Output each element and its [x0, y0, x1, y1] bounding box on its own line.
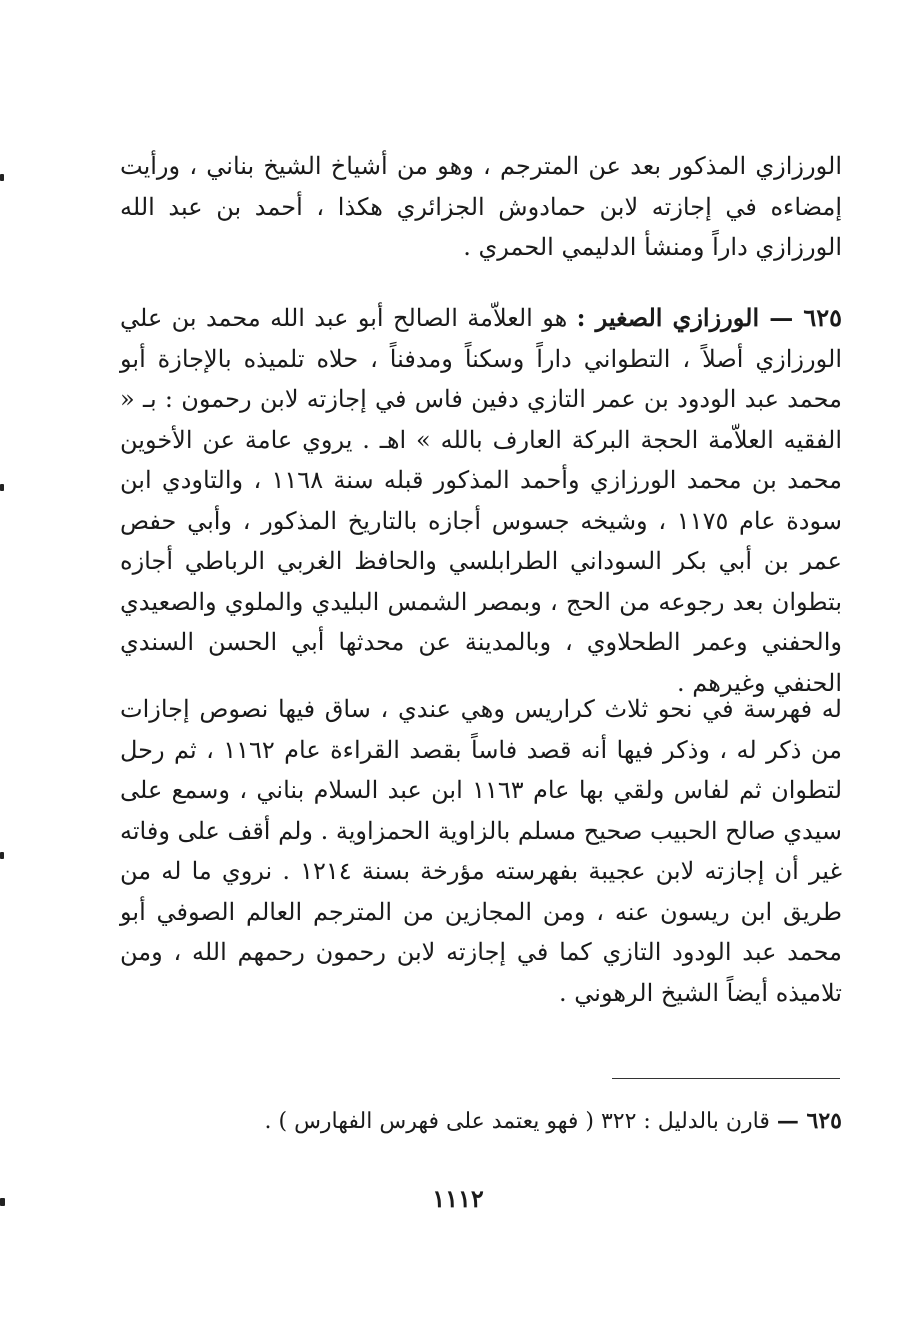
scan-edge-mark	[0, 852, 4, 859]
scan-edge-mark	[0, 1198, 5, 1206]
paragraph-continuation: الورزازي المذكور بعد عن المترجم ، وهو من أشياخ الشيخ بناني ، ورأيت إمضاءه في إجازته لابن حمادوش الجزائري هكذا ، أحمد بن عبد الله الورزازي داراً ومنشأ الدليمي الحمري .	[120, 152, 842, 261]
scan-edge-mark	[0, 484, 4, 491]
footnote	[120, 1104, 842, 1139]
footnote-number: ٦٢٥ —	[776, 1108, 842, 1134]
paragraph-fahrasa: له فهرسة في نحو ثلاث كراريس وهي عندي ، ساق فيها نصوص إجازات من ذكر له ، وذكر فيها أنه قصد فاساً بقصد القراءة عام ١١٦٢ ، ثم رحل لتطوان ثم لفاس ولقي بها عام ١١٦٣ ابن عبد السلام بناني ، وسمع على سيدي صالح الحبيب صحيح مسلم بالزاوية الحمزاوية . ولم أقف على وفاته غير أن إجازته لابن عجيبة بفهرسته مؤرخة بسنة ١٢١٤ . نروي ما له من طريق ابن ريسون عنه ، ومن المجازين من المترجم العالم الصوفي أبو محمد عبد الودود التازي كما في إجازته لابن رحمون رحمهم الله ، ومن تلاميذه أيضاً الشيخ الرهوني .	[120, 695, 843, 1007]
scan-edge-mark	[0, 174, 4, 181]
page-number: ١١١٢	[432, 1184, 484, 1213]
footnote-divider	[612, 1078, 840, 1079]
paragraph-entry-625	[120, 298, 842, 703]
footnote-text: قارن بالدليل : ٣٢٢ ( فهو يعتمد على فهرس الفهارس ) .	[264, 1109, 777, 1134]
entry-heading: ٦٢٥ — الورزازي الصغير :	[576, 303, 842, 332]
entry-body: هو العلاّمة الصالح أبو عبد الله محمد بن علي الورزازي أصلاً ، التطواني داراً وسكناً ومدفناً ، حلاه تلميذه بالإجازة أبو محمد عبد الودود بن عمر التازي دفين فاس في إجازته لابن رحمون : بـ « الفقيه العلاّمة الحجة البركة العارف بالله » اهـ . يروي عامة عن الأخوين محمد بن محمد الورزازي وأحمد المذكور قبله سنة ١١٦٨ ، والتاودي ابن سودة عام ١١٧٥ ، وشيخه جسوس أجازه بالتاريخ المذكور ، وأبي حفص عمر بن أبي بكر السوداني الطرابلسي والحافظ الغربي الرباطي أجازه بتطوان بعد رجوعه من الحج ، وبمصر الشمس البليدي والملوي والصعيدي والحفني وعمر الطحلاوي ، وبالمدينة عن محدثها أبي الحسن السندي الحنفي وغيرهم .	[120, 304, 843, 697]
